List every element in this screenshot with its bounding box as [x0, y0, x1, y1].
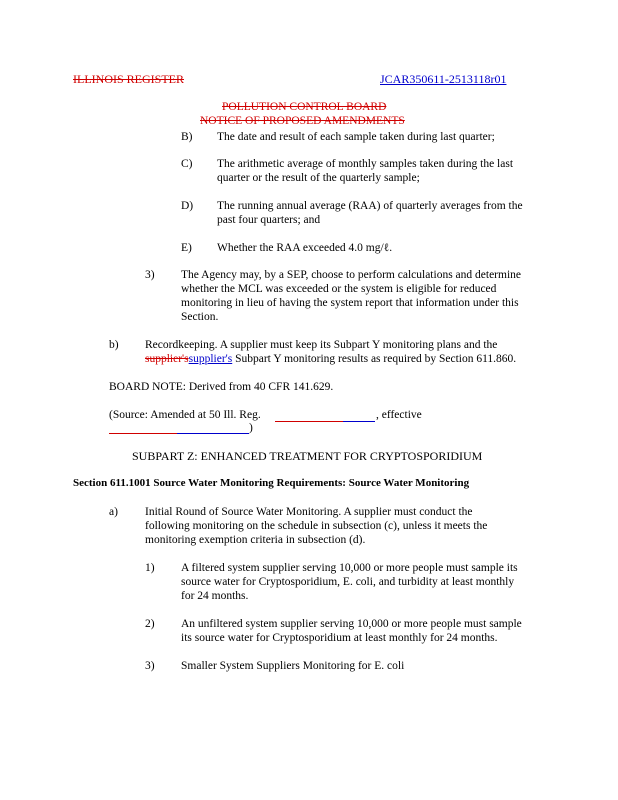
- item-3-line-4: Section.: [181, 311, 219, 323]
- board-note: BOARD NOTE: Derived from 40 CFR 141.629.: [109, 381, 334, 393]
- sub-1-line-2: source water for Cryptosporidium, E. coli, and turbidity at least monthly: [181, 576, 515, 588]
- register-header: ILLINOIS REGISTER: [73, 72, 184, 86]
- item-e-label: E): [181, 242, 192, 254]
- source-blank-blue-2: [177, 433, 249, 434]
- sub-a-label: a): [109, 506, 118, 518]
- item-3-line-1: The Agency may, by a SEP, choose to perform calculations and determine: [181, 269, 522, 281]
- item-c-line-1: The arithmetic average of monthly samples taken during the last: [217, 158, 514, 170]
- sub-3-label: 3): [145, 660, 155, 672]
- sub-1-label: 1): [145, 562, 155, 574]
- sub-1-line-1: A filtered system supplier serving 10,000 or more people must sample its: [181, 562, 518, 574]
- jcar-code: JCAR350611-2513118r01: [380, 72, 507, 86]
- item-b-text: The date and result of each sample taken during last quarter;: [217, 131, 495, 143]
- source-blank-blue-1: [343, 421, 375, 422]
- item-d-line-1: The running annual average (RAA) of quarterly averages from the: [217, 200, 523, 212]
- title-line-2: NOTICE OF PROPOSED AMENDMENTS: [200, 115, 405, 127]
- item-d-label: D): [181, 200, 194, 212]
- recordkeeping-rest: Subpart Y monitoring results as required by Section 611.860.: [232, 353, 517, 365]
- item-3-label: 3): [145, 269, 155, 281]
- sub-a-line-3: monitoring exemption criteria in subsection (d).: [145, 534, 366, 546]
- source-blank-red-2: [109, 433, 177, 434]
- title-line-1: POLLUTION CONTROL BOARD: [222, 101, 387, 113]
- sub-a-line-2: following monitoring on the schedule in subsection (c), unless it meets the: [145, 520, 488, 532]
- source-blank-red-1: [275, 421, 343, 422]
- sub-2-label: 2): [145, 618, 155, 630]
- item-c-line-2: quarter or the result of the quarterly sample;: [217, 172, 420, 184]
- sub-a-line-1: Initial Round of Source Water Monitoring. A supplier must conduct the: [145, 506, 473, 518]
- item-b-label: B): [181, 131, 193, 143]
- recordkeeping-line-1: Recordkeeping. A supplier must keep its Subpart Y monitoring plans and the: [145, 339, 498, 351]
- subpart-heading: SUBPART Z: ENHANCED TREATMENT FOR CRYPTOSPORIDIUM: [132, 449, 483, 463]
- recordkeeping-label: b): [109, 339, 119, 351]
- sub-1-line-3: for 24 months.: [181, 590, 249, 602]
- source-text: (Source: Amended at 50 Ill. Reg.: [109, 409, 261, 421]
- item-e-text: Whether the RAA exceeded 4.0 mg/ℓ.: [217, 242, 393, 254]
- section-heading: Section 611.1001 Source Water Monitoring Requirements: Source Water Monitoring: [73, 477, 470, 489]
- deleted-text: supplier's: [145, 353, 189, 365]
- sub-3-text: Smaller System Suppliers Monitoring for E. coli: [181, 660, 405, 672]
- source-effective: , effective: [376, 409, 422, 421]
- inserted-text: supplier's: [188, 353, 233, 365]
- recordkeeping-line-2: [145, 352, 516, 366]
- item-c-label: C): [181, 158, 193, 170]
- source-close: ): [249, 422, 253, 434]
- item-3-line-3: monitoring in lieu of having the system report that information under this: [181, 297, 519, 309]
- sub-2-line-2: its source water for Cryptosporidium at least monthly for 24 months.: [181, 632, 498, 644]
- item-3-line-2: whether the MCL was exceeded or the system is eligible for reduced: [181, 283, 497, 295]
- item-d-line-2: past four quarters; and: [217, 214, 321, 226]
- sub-2-line-1: An unfiltered system supplier serving 10,000 or more people must sample: [181, 618, 522, 630]
